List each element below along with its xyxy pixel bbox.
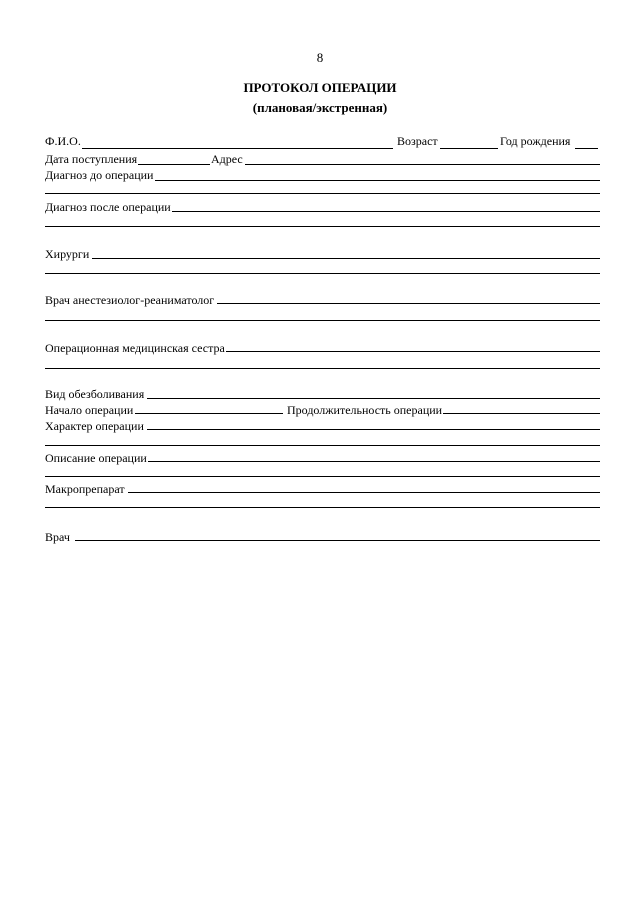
operation-description-label: Описание операции xyxy=(45,451,147,465)
operation-character-field-line2[interactable] xyxy=(45,445,600,446)
age-field[interactable] xyxy=(440,148,498,149)
surgeons-field-line2[interactable] xyxy=(45,273,600,274)
macro-specimen-field-line2[interactable] xyxy=(45,507,600,508)
anesthesiologist-field[interactable] xyxy=(217,303,600,304)
operation-character-field[interactable] xyxy=(147,429,600,430)
anesthesiologist-field-line2[interactable] xyxy=(45,320,600,321)
birth-year-label: Год рождения xyxy=(500,134,571,148)
anesthesiologist-label: Врач анестезиолог-реаниматолог xyxy=(45,293,215,307)
macro-specimen-field[interactable] xyxy=(128,492,600,493)
age-label: Возраст xyxy=(397,134,438,148)
nurse-label: Операционная медицинская сестра xyxy=(45,341,225,355)
duration-field[interactable] xyxy=(443,413,600,414)
surgeons-field[interactable] xyxy=(92,258,600,259)
nurse-field[interactable] xyxy=(226,351,600,352)
address-label: Адрес xyxy=(211,152,243,166)
address-field[interactable] xyxy=(245,164,600,165)
anesthesia-type-label: Вид обезболивания xyxy=(45,387,145,401)
diagnosis-after-field-line2[interactable] xyxy=(45,226,600,227)
diagnosis-after-label: Диагноз после операции xyxy=(45,200,171,214)
diagnosis-after-field[interactable] xyxy=(172,211,600,212)
admission-date-label: Дата поступления xyxy=(45,152,138,166)
birth-year-field[interactable] xyxy=(575,148,598,149)
protocol-title: ПРОТОКОЛ ОПЕРАЦИИ xyxy=(243,80,397,95)
operation-start-label: Начало операции xyxy=(45,403,134,417)
operation-start-field[interactable] xyxy=(135,413,283,414)
surgeons-label: Хирурги xyxy=(45,247,90,261)
fio-field[interactable] xyxy=(82,148,393,149)
diagnosis-before-label: Диагноз до операции xyxy=(45,168,154,182)
nurse-field-line2[interactable] xyxy=(45,368,600,369)
admission-date-field[interactable] xyxy=(138,164,210,165)
doctor-label: Врач xyxy=(45,530,70,544)
diagnosis-before-field-line2[interactable] xyxy=(45,193,600,194)
page-number: 8 xyxy=(316,50,324,65)
operation-character-label: Характер операции xyxy=(45,419,144,433)
operation-description-field[interactable] xyxy=(148,461,600,462)
protocol-subtitle: (плановая/экстренная) xyxy=(252,100,388,115)
doctor-signature-field[interactable] xyxy=(75,540,600,541)
diagnosis-before-field[interactable] xyxy=(155,180,600,181)
anesthesia-type-field[interactable] xyxy=(147,398,600,399)
duration-label: Продолжительность операции xyxy=(287,403,443,417)
operation-description-field-line2[interactable] xyxy=(45,476,600,477)
fio-label: Ф.И.О. xyxy=(45,134,81,148)
macro-specimen-label: Макропрепарат xyxy=(45,482,125,496)
